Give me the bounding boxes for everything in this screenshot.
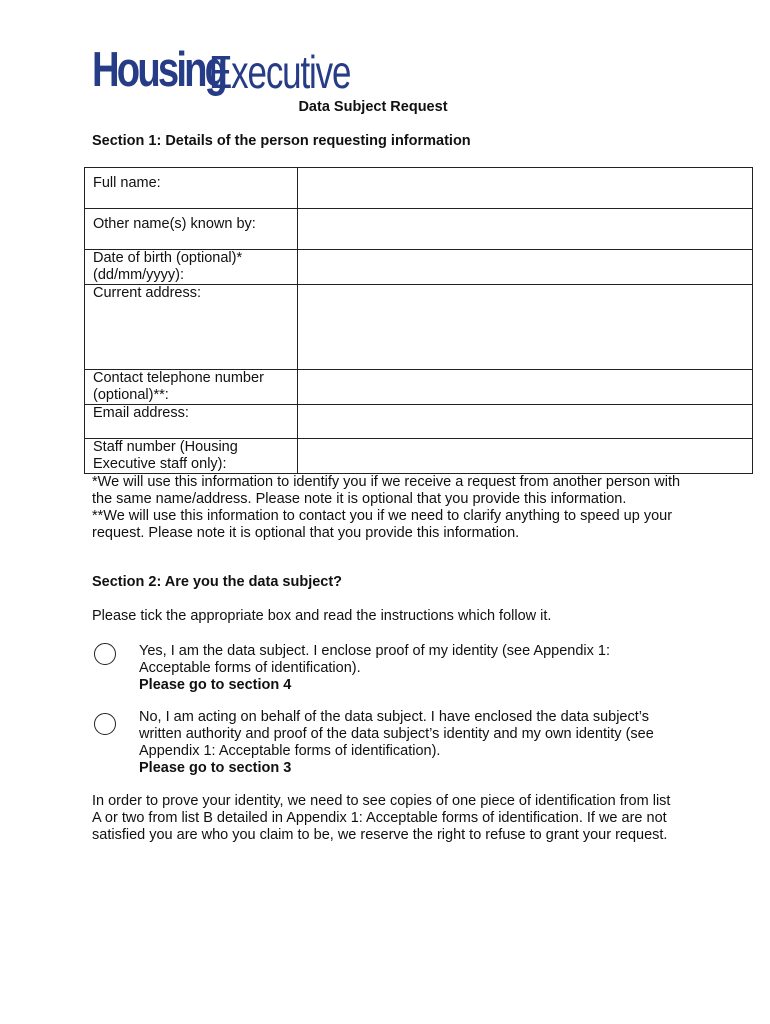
table-row (85, 209, 753, 250)
field-label-full-name: Full name: (85, 168, 298, 209)
option-yes-text (139, 643, 674, 694)
telephone-field[interactable] (298, 370, 753, 405)
footnote-identity: *We will use this information to identify you if we receive a request from another person with the same name/address. Please note it is optional that you provide this information. (92, 474, 681, 507)
footnotes (92, 474, 692, 542)
field-label-current-address: Current address: (85, 285, 298, 370)
logo-word-executive: Executive (209, 46, 351, 98)
section2-heading: Section 2: Are you the data subject? (92, 574, 343, 590)
option-on-behalf (94, 709, 694, 779)
current-address-value[interactable] (298, 285, 752, 369)
tick-instruction: Please tick the appropriate box and read the instructions which follow it. (92, 608, 552, 624)
field-label-email: Email address: (85, 405, 298, 439)
current-address-field[interactable] (298, 285, 753, 370)
date-of-birth-value[interactable] (298, 250, 752, 284)
option-data-subject (94, 643, 694, 697)
email-field[interactable] (298, 405, 753, 439)
staff-number-field[interactable] (298, 439, 753, 474)
table-row (85, 250, 753, 285)
staff-number-value[interactable] (298, 439, 752, 473)
table-row (85, 168, 753, 209)
section1-heading: Section 1: Details of the person requesting information (92, 133, 471, 149)
telephone-value[interactable] (298, 370, 752, 404)
full-name-value[interactable] (298, 168, 752, 208)
other-names-value[interactable] (298, 209, 752, 249)
field-label-staff-number: Staff number (Housing Executive staff only): (85, 439, 298, 474)
table-row (85, 405, 753, 439)
footnote-contact: **We will use this information to contact you if we need to clarify anything to speed up your request. Please note it is optional that you provide this information. (92, 508, 673, 541)
requester-details-table (84, 167, 753, 474)
field-label-other-names: Other name(s) known by: (85, 209, 298, 250)
document-title (0, 99, 770, 115)
option-yes-description: Yes, I am the data subject. I enclose proof of my identity (see Appendix 1: Acceptable forms of identification). (139, 643, 610, 676)
full-name-field[interactable] (298, 168, 753, 209)
field-label-telephone: Contact telephone number (optional)**: (85, 370, 298, 405)
document-title-text: Data Subject Request (298, 99, 448, 115)
option-no-text (139, 709, 674, 777)
email-value[interactable] (298, 405, 752, 438)
radio-yes-data-subject[interactable] (94, 643, 116, 665)
radio-no-on-behalf[interactable] (94, 713, 116, 735)
table-row (85, 439, 753, 474)
housing-executive-logo (92, 43, 351, 102)
table-row (85, 370, 753, 405)
other-names-field[interactable] (298, 209, 753, 250)
proof-of-identity-paragraph: In order to prove your identity, we need to see copies of one piece of identification from list A or two from list B detailed in Appendix 1: Acceptable forms of identification. If we are not satisfied you are who you claim to be, we reserve the right to refuse to grant your request. (92, 793, 671, 843)
option-no-description: No, I am acting on behalf of the data subject. I have enclosed the data subject’s written authority and proof of the data subject’s identity and my own identity (see Appendix 1: Acceptable forms of identification). (139, 709, 654, 759)
option-no-goto: Please go to section 3 (139, 760, 292, 776)
logo-word-housing: Housing (92, 43, 226, 97)
option-yes-goto: Please go to section 4 (139, 677, 292, 693)
field-label-date-of-birth: Date of birth (optional)* (dd/mm/yyyy): (85, 250, 298, 285)
date-of-birth-field[interactable] (298, 250, 753, 285)
table-row (85, 285, 753, 370)
